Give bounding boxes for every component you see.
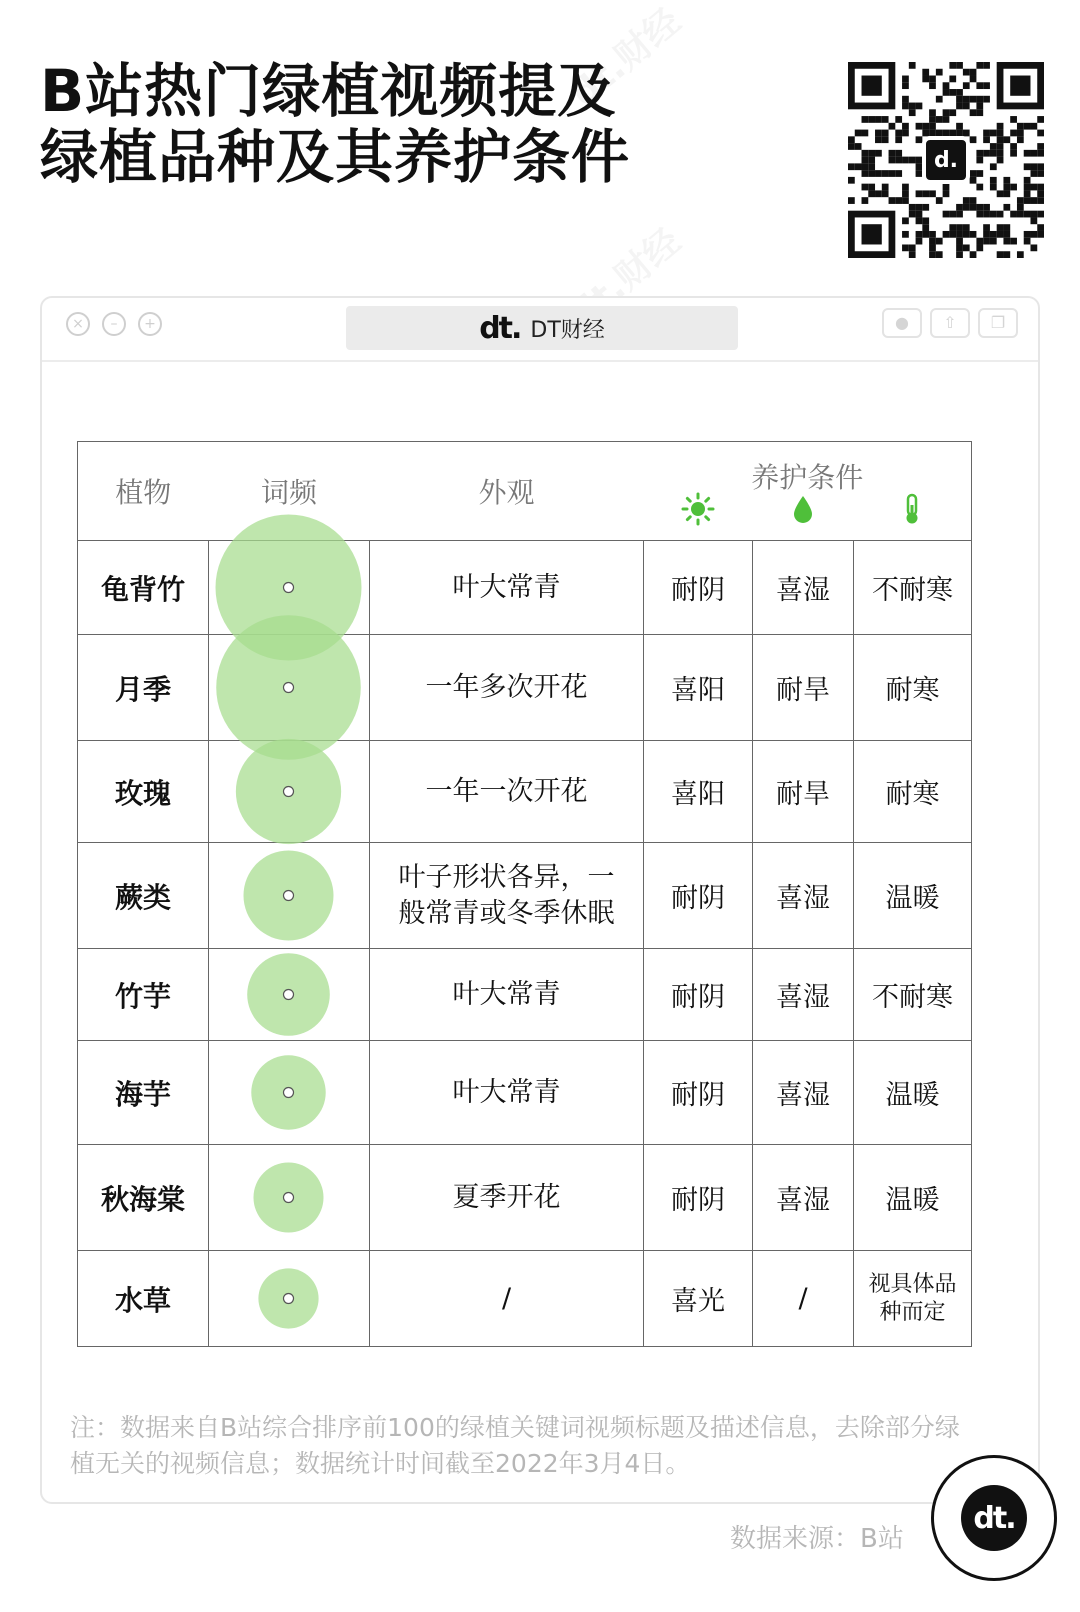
appearance: 一年一次开花	[370, 741, 644, 843]
light-condition: 耐阴	[644, 843, 753, 949]
temperature-condition: 视具体品种而定	[854, 1251, 972, 1347]
plant-name: 月季	[78, 635, 209, 741]
temperature-condition: 温暖	[854, 1041, 972, 1145]
column-header-plant: 植物	[78, 442, 209, 541]
care-label: 养护条件	[751, 461, 864, 494]
frequency-cell	[209, 741, 370, 843]
tab-label: DT财经	[530, 317, 605, 343]
table-row	[78, 843, 972, 949]
appearance: 叶大常青	[370, 949, 644, 1041]
window-title-bar	[42, 298, 1038, 362]
table-row	[78, 635, 972, 741]
plant-name: 水草	[78, 1251, 209, 1347]
frequency-cell	[209, 635, 370, 741]
frequency-cell	[209, 1145, 370, 1251]
plant-table	[77, 441, 972, 1347]
temperature-condition: 温暖	[854, 843, 972, 949]
table-row	[78, 1145, 972, 1251]
minimize-icon[interactable]: –	[102, 312, 126, 336]
sun-icon	[644, 492, 753, 526]
water-drop-icon	[752, 492, 853, 526]
temperature-condition: 不耐寒	[854, 541, 972, 635]
light-condition: 喜阳	[644, 635, 753, 741]
temperature-condition: 不耐寒	[854, 949, 972, 1041]
plant-name: 玫瑰	[78, 741, 209, 843]
temperature-condition: 温暖	[854, 1145, 972, 1251]
window-copy-icon[interactable]: ❐	[978, 308, 1018, 338]
dt-logo-icon: dt.	[479, 310, 521, 346]
zoom-icon[interactable]: +	[138, 312, 162, 336]
footnote: 注：数据来自B站综合排序前100的绿植关键词视频标题及描述信息，去除部分绿植无关的视频信息；数据统计时间截至2022年3月4日。	[70, 1413, 960, 1478]
light-condition: 喜光	[644, 1251, 753, 1347]
frequency-cell	[209, 949, 370, 1041]
frequency-cell	[209, 1251, 370, 1347]
light-condition: 喜阳	[644, 741, 753, 843]
appearance: 叶大常青	[370, 541, 644, 635]
temperature-condition: 耐寒	[854, 635, 972, 741]
column-header-care	[644, 442, 972, 541]
record-icon[interactable]: ●	[882, 308, 922, 338]
water-condition: 喜湿	[753, 949, 854, 1041]
table-row	[78, 1251, 972, 1347]
plant-name: 海芋	[78, 1041, 209, 1145]
light-condition: 耐阴	[644, 1145, 753, 1251]
light-condition: 耐阴	[644, 949, 753, 1041]
water-condition: 喜湿	[753, 1041, 854, 1145]
temperature-condition: 耐寒	[854, 741, 972, 843]
qr-logo-icon: d.	[922, 136, 970, 184]
table-row	[78, 741, 972, 843]
water-condition: 耐旱	[753, 741, 854, 843]
frequency-cell	[209, 843, 370, 949]
window-tab[interactable]	[346, 306, 738, 350]
data-source: 数据来源：B站	[730, 1524, 904, 1554]
plant-name: 秋海棠	[78, 1145, 209, 1251]
title-line-1: B站热门绿植视频提及	[40, 57, 617, 125]
qr-code[interactable]	[848, 62, 1044, 258]
share-icon[interactable]: ⇧	[930, 308, 970, 338]
water-condition: 耐旱	[753, 635, 854, 741]
frequency-cell	[209, 1041, 370, 1145]
appearance: /	[370, 1251, 644, 1347]
appearance: 夏季开花	[370, 1145, 644, 1251]
page-title	[40, 58, 630, 190]
light-condition: 耐阴	[644, 1041, 753, 1145]
light-condition: 耐阴	[644, 541, 753, 635]
appearance: 叶子形状各异，一般常青或冬季休眠	[370, 843, 644, 949]
frequency-cell	[209, 541, 370, 635]
appearance: 叶大常青	[370, 1041, 644, 1145]
dt-badge[interactable]	[931, 1455, 1057, 1581]
dt-logo-icon: dt.	[961, 1485, 1027, 1551]
water-condition: 喜湿	[753, 541, 854, 635]
table-row	[78, 949, 972, 1041]
table-row	[78, 1041, 972, 1145]
close-icon[interactable]: ×	[66, 312, 90, 336]
appearance: 一年多次开花	[370, 635, 644, 741]
plant-name: 蕨类	[78, 843, 209, 949]
plant-name: 竹芋	[78, 949, 209, 1041]
water-condition: /	[753, 1251, 854, 1347]
column-header-frequency: 词频	[209, 442, 370, 541]
plant-name: 龟背竹	[78, 541, 209, 635]
title-line-2: 绿植品种及其养护条件	[40, 123, 631, 191]
water-condition: 喜湿	[753, 843, 854, 949]
table-row	[78, 541, 972, 635]
thermometer-icon	[853, 492, 971, 526]
column-header-appearance: 外观	[370, 442, 644, 541]
water-condition: 喜湿	[753, 1145, 854, 1251]
